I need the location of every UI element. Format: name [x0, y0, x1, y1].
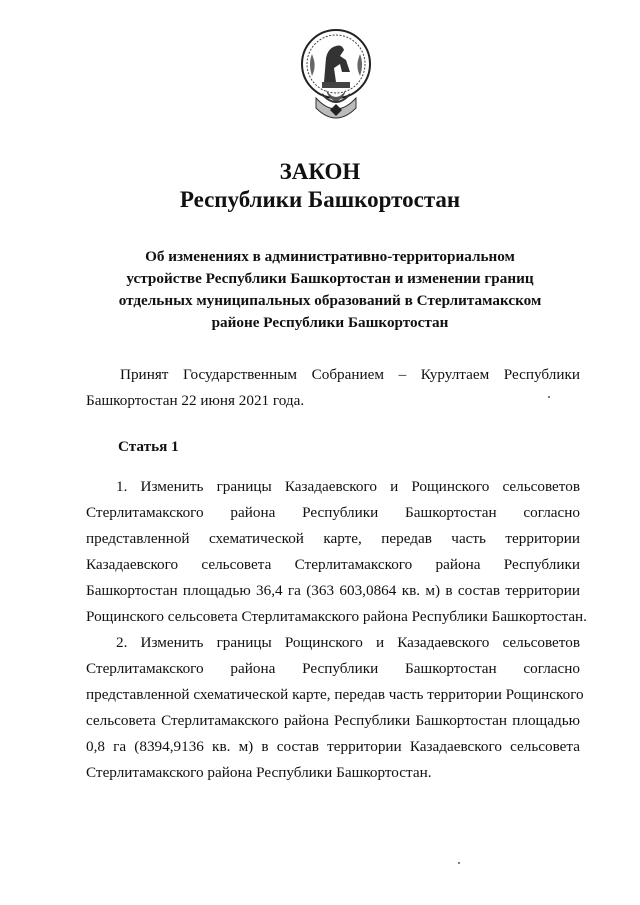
subtitle-line: районе Республики Башкортостан: [211, 314, 449, 331]
paragraph-line: Рощинского сельсовета Стерлитамакского района Республики Башкортостан.: [86, 608, 587, 625]
document-issuer-title: Республики Башкортостан: [179, 187, 461, 212]
bashkortostan-emblem-icon: [300, 24, 372, 134]
scan-speck: [458, 862, 460, 864]
paragraph-line: Казадаевского сельсовета Стерлитамакского района Республики: [86, 556, 580, 573]
subtitle-line: отдельных муниципальных образований в Стерлитамакском: [118, 292, 542, 309]
article-item-1: [86, 474, 587, 630]
paragraph-line: Принят Государственным Собранием – Курултаем Республики: [120, 366, 580, 383]
paragraph-line: Башкортостан площадью 36,4 га (363 603,0864 кв. м) в состав территории: [86, 582, 580, 599]
paragraph-line: Башкортостан 22 июня 2021 года.: [86, 392, 305, 409]
article-item-2: [86, 630, 584, 786]
article-heading: Статья 1: [118, 438, 179, 455]
scan-speck: [548, 396, 550, 398]
paragraph-line: 0,8 га (8394,9136 кв. м) в состав территории Казадаевского сельсовета: [86, 738, 580, 755]
paragraph-line: представленной схематической карте, передав часть территории: [86, 530, 580, 547]
paragraph-line: сельсовета Стерлитамакского района Республики Башкортостан площадью: [86, 712, 580, 729]
paragraph-line: представленной схематической карте, передав часть территории Рощинского: [86, 686, 584, 703]
paragraph-line: Стерлитамакского района Республики Башкортостан согласно: [86, 660, 580, 677]
paragraph-line: Стерлитамакского района Республики Башкортостан согласно: [86, 504, 580, 521]
paragraph-line: Стерлитамакского района Республики Башкортостан.: [86, 764, 432, 781]
law-subtitle: [90, 246, 570, 334]
document-type-title: ЗАКОН: [279, 159, 361, 184]
subtitle-line: Об изменениях в административно-территориальном: [145, 248, 515, 265]
adoption-paragraph: [86, 362, 580, 414]
subtitle-line: устройстве Республики Башкортостан и изменении границ: [126, 270, 534, 287]
paragraph-line: 1. Изменить границы Казадаевского и Рощинского сельсоветов: [116, 478, 580, 495]
paragraph-line: 2. Изменить границы Рощинского и Казадаевского сельсоветов: [116, 634, 580, 651]
